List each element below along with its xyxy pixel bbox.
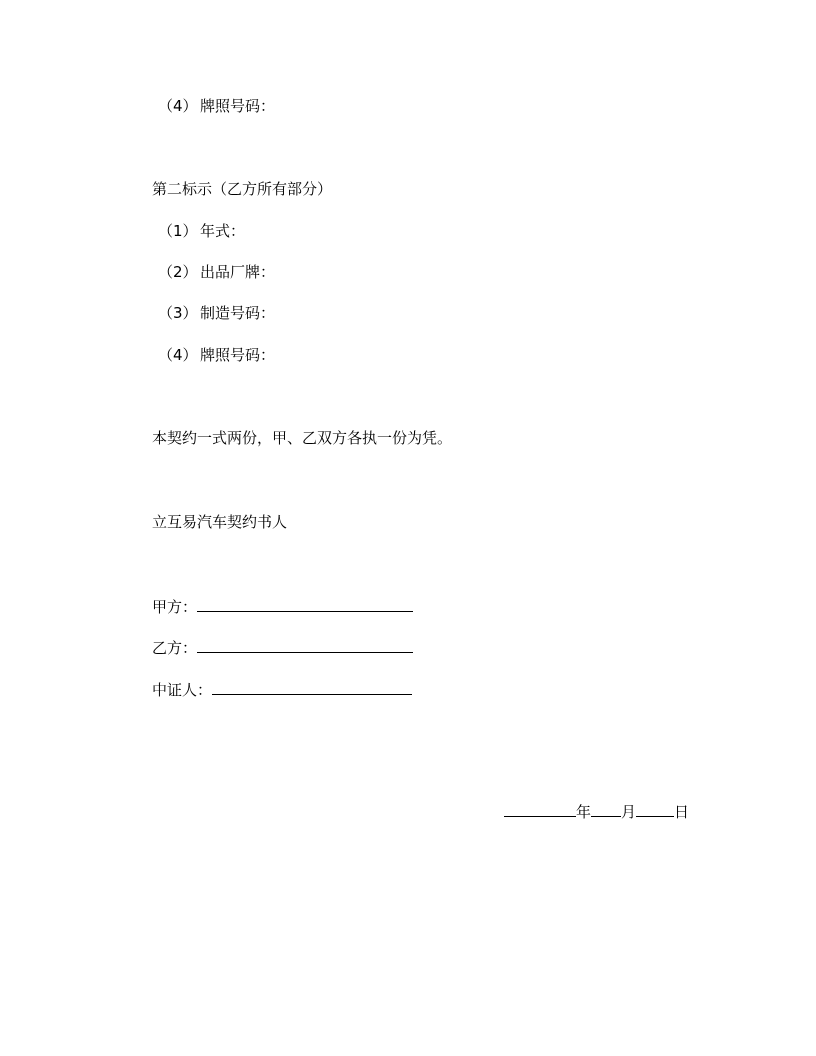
year-blank[interactable]: [504, 800, 576, 817]
day-blank[interactable]: [636, 800, 674, 817]
year-label: 年: [576, 803, 592, 821]
party-a-label: 甲方：: [152, 598, 198, 616]
item-label: 制造号码：: [200, 304, 276, 322]
item-label: 牌照号码：: [200, 97, 276, 115]
item-label: 年式：: [200, 222, 246, 240]
day-label: 日: [674, 803, 690, 821]
item-number: （4）: [158, 97, 198, 115]
section2-item-2: [158, 262, 275, 282]
date-line: [504, 800, 689, 822]
item-number: （3）: [158, 304, 198, 322]
section2-item-4: [158, 345, 275, 365]
section2-item-1: [158, 221, 245, 241]
month-label: 月: [621, 803, 637, 821]
item-number: （1）: [158, 222, 198, 240]
item-number: （2）: [158, 263, 198, 281]
party-b-signature-line[interactable]: [197, 636, 413, 653]
witness-label: 中证人：: [152, 681, 213, 699]
section1-item-4: [158, 96, 275, 116]
item-number: （4）: [158, 346, 198, 364]
item-label: 牌照号码：: [200, 346, 276, 364]
party-a-signature-line[interactable]: [197, 595, 413, 612]
copies-statement: 本契约一式两份，甲、乙双方各执一份为凭。: [152, 429, 453, 447]
party-b-label: 乙方：: [152, 639, 198, 657]
signers-heading: 立互易汽车契约书人: [152, 513, 288, 531]
party-a-signature: [152, 595, 413, 617]
party-b-signature: [152, 636, 413, 658]
section2-item-3: [158, 303, 275, 323]
witness-signature: [152, 678, 412, 700]
witness-signature-line[interactable]: [212, 678, 412, 695]
item-label: 出品厂牌：: [200, 263, 276, 281]
month-blank[interactable]: [591, 800, 621, 817]
section2-heading: 第二标示（乙方所有部分）: [152, 180, 333, 198]
